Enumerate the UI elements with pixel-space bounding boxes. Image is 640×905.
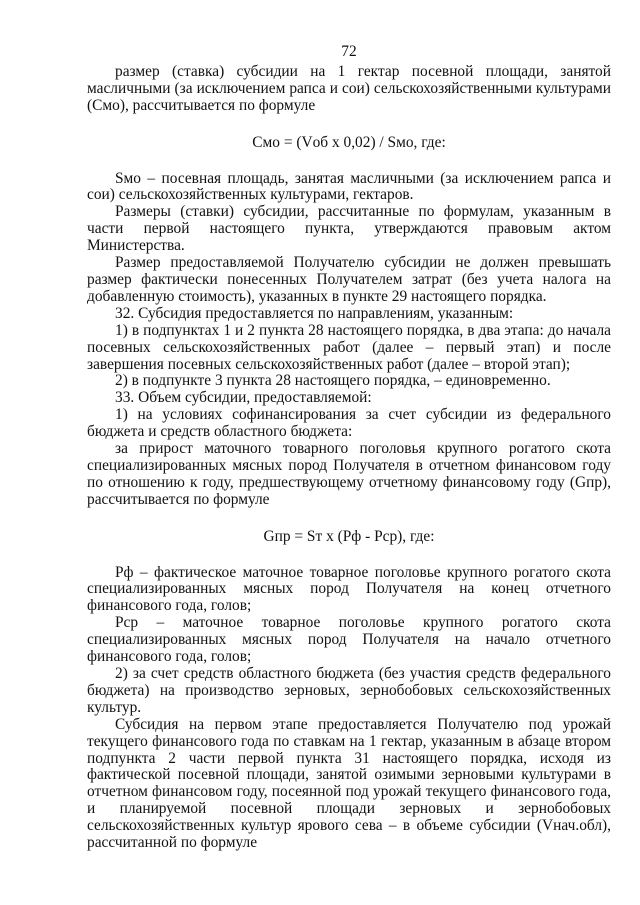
- paragraph-clause-32: 32. Субсидия предоставляется по направлениям, указанным:: [115, 304, 514, 322]
- paragraph-oilseed-rate: размер (ставка) субсидии на 1 гектар посевной площади, занятой масличными (за исключением рапса и сои) сельскохозяйственными культурами (Смо), рассчитывается по формуле: [87, 62, 611, 114]
- paragraph-clause-33-item-2: 2) за счет средств областного бюджета (без участия средств федерального бюджета) на производство зерновых, зернобобовых сельскохозяйственных культур.: [87, 665, 611, 716]
- paragraph-first-stage: Субсидия на первом этапе предоставляется Получателю под урожай текущего финансового года по ставкам на 1 гектар, указанным в абзаце втором подпункта 2 части первой пункта 31 настоящего порядка, исходя из фактической посевной площади, занятой озимыми зерновыми культурами в отчетном финансовом году, посеянной под урожай текущего финансового года, и планируемой посевной площади зерновых и зернобобовых сельскохозяйственных культур ярового сева – в объеме субсидии (Vнач.обл), рассчитанной по формуле: [87, 715, 611, 852]
- paragraph-clause-32-item-1: 1) в подпунктах 1 и 2 пункта 28 настоящего порядка, в два этапа: до начала посевных сельскохозяйственных работ (далее – первый этап) и после завершения посевных сельскохозяйственных работ (далее – второй этап);: [87, 321, 611, 373]
- document-page: [87, 44, 611, 852]
- paragraph-livestock-growth: за прирост маточного товарного поголовья крупного рогатого скота специализированных мясных пород Получателя в отчетном финансовом году по отношению к году, предшествующему отчетному финансовому году (Gпр), рассчитывается по формуле: [87, 440, 611, 508]
- paragraph-clause-33-item-1: 1) на условиях софинансирования за счет субсидии из федерального бюджета и средств областного бюджета:: [87, 406, 611, 441]
- paragraph-rf-definition: Рф – фактическое маточное товарное поголовье крупного рогатого скота специализированных мясных пород Получателя на конец отчетного финансового года, голов;: [87, 563, 611, 615]
- paragraph-rates-approval: Размеры (ставки) субсидии, рассчитанные по формулам, указанным в части первой настоящего пункта, утверждаются правовым актом Министерства.: [87, 203, 611, 255]
- formula-cmo: Смо = (Vоб х 0,02) / Sмо, где:: [252, 133, 446, 151]
- paragraph-subsidy-limit: Размер предоставляемой Получателю субсидии не должен превышать размер фактически понесенных Получателем затрат (без учета налога на добавленную стоимость), указанных в пункте 29 настоящего порядка.: [87, 254, 611, 305]
- formula-gpr: Gпр = Sт х (Рф - Рср), где:: [263, 527, 435, 545]
- paragraph-clause-32-item-2: 2) в подпункте 3 пункта 28 настоящего порядка, – единовременно.: [115, 372, 551, 390]
- paragraph-smo-definition: Sмо – посевная площадь, занятая масличными (за исключением рапса и сои) сельскохозяйственных культурами, гектаров.: [87, 169, 611, 204]
- paragraph-clause-33: 33. Объем субсидии, предоставляемой:: [115, 389, 372, 407]
- paragraph-rsr-definition: Рср – маточное товарное поголовье крупного рогатого скота специализированных мясных пород Получателя на начало отчетного финансового года, голов;: [87, 614, 611, 666]
- page-number: 72: [341, 43, 357, 60]
